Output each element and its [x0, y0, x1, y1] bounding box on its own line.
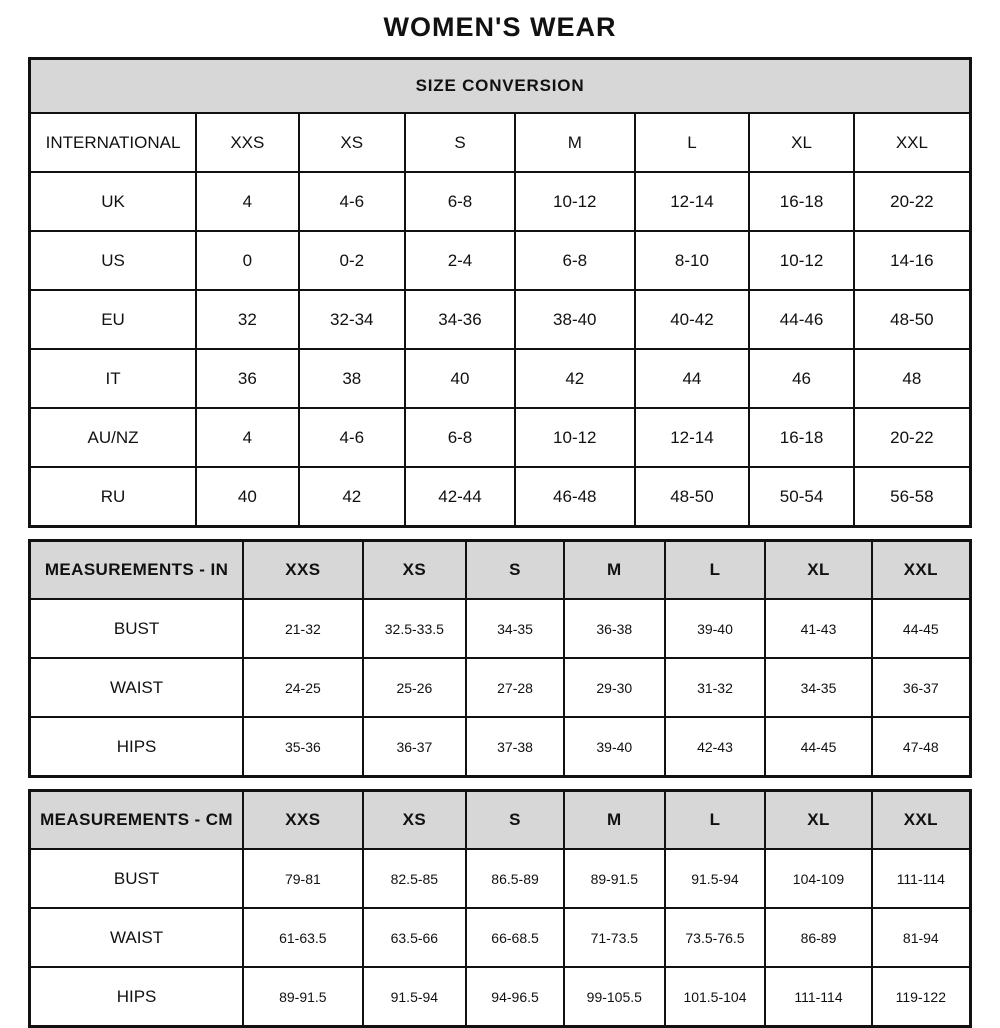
value-cell: 42-43: [665, 717, 766, 777]
value-cell: 34-36: [405, 290, 515, 349]
table-row: [30, 290, 971, 349]
value-cell: 10-12: [515, 172, 635, 231]
row-label: US: [30, 231, 197, 290]
size-header-cell: XL: [765, 791, 871, 850]
size-header-cell: S: [405, 113, 515, 172]
header-row: [30, 113, 971, 172]
header-label: INTERNATIONAL: [30, 113, 197, 172]
value-cell: 32: [196, 290, 299, 349]
size-header-cell: XXS: [243, 541, 363, 600]
size-header-cell: XL: [765, 541, 871, 600]
value-cell: 46: [749, 349, 853, 408]
value-cell: 81-94: [872, 908, 971, 967]
size-conversion-table: [28, 57, 972, 528]
size-header-cell: L: [635, 113, 750, 172]
value-cell: 82.5-85: [363, 849, 467, 908]
value-cell: 34-35: [466, 599, 564, 658]
row-label: UK: [30, 172, 197, 231]
header-label: MEASUREMENTS - CM: [30, 791, 244, 850]
value-cell: 44-45: [765, 717, 871, 777]
value-cell: 20-22: [854, 408, 971, 467]
value-cell: 20-22: [854, 172, 971, 231]
table-row: [30, 967, 971, 1027]
row-label: EU: [30, 290, 197, 349]
value-cell: 86.5-89: [466, 849, 564, 908]
measurements-in-table: [28, 539, 972, 778]
value-cell: 0: [196, 231, 299, 290]
value-cell: 101.5-104: [665, 967, 766, 1027]
value-cell: 46-48: [515, 467, 635, 527]
value-cell: 4-6: [299, 408, 405, 467]
value-cell: 44-46: [749, 290, 853, 349]
value-cell: 12-14: [635, 172, 750, 231]
row-label: HIPS: [30, 717, 244, 777]
row-label: AU/NZ: [30, 408, 197, 467]
value-cell: 35-36: [243, 717, 363, 777]
size-header-cell: XL: [749, 113, 853, 172]
value-cell: 44: [635, 349, 750, 408]
size-header-cell: M: [564, 541, 665, 600]
size-header-cell: XXL: [854, 113, 971, 172]
value-cell: 27-28: [466, 658, 564, 717]
value-cell: 40-42: [635, 290, 750, 349]
value-cell: 66-68.5: [466, 908, 564, 967]
value-cell: 119-122: [872, 967, 971, 1027]
value-cell: 104-109: [765, 849, 871, 908]
size-header-cell: XS: [363, 791, 467, 850]
value-cell: 31-32: [665, 658, 766, 717]
value-cell: 91.5-94: [363, 967, 467, 1027]
value-cell: 32.5-33.5: [363, 599, 467, 658]
value-cell: 10-12: [515, 408, 635, 467]
size-header-cell: XXS: [243, 791, 363, 850]
value-cell: 25-26: [363, 658, 467, 717]
row-label: BUST: [30, 599, 244, 658]
size-header-cell: XS: [299, 113, 405, 172]
value-cell: 38: [299, 349, 405, 408]
value-cell: 48-50: [635, 467, 750, 527]
value-cell: 39-40: [665, 599, 766, 658]
value-cell: 44-45: [872, 599, 971, 658]
value-cell: 21-32: [243, 599, 363, 658]
value-cell: 32-34: [299, 290, 405, 349]
value-cell: 8-10: [635, 231, 750, 290]
value-cell: 14-16: [854, 231, 971, 290]
value-cell: 36-37: [872, 658, 971, 717]
row-label: WAIST: [30, 908, 244, 967]
value-cell: 63.5-66: [363, 908, 467, 967]
value-cell: 36: [196, 349, 299, 408]
value-cell: 41-43: [765, 599, 871, 658]
header-row: [30, 541, 971, 600]
value-cell: 39-40: [564, 717, 665, 777]
value-cell: 16-18: [749, 408, 853, 467]
row-label: IT: [30, 349, 197, 408]
header-row: [30, 791, 971, 850]
value-cell: 42: [299, 467, 405, 527]
header-label: MEASUREMENTS - IN: [30, 541, 244, 600]
value-cell: 0-2: [299, 231, 405, 290]
measurements-cm-table: [28, 789, 972, 1028]
value-cell: 10-12: [749, 231, 853, 290]
value-cell: 50-54: [749, 467, 853, 527]
value-cell: 79-81: [243, 849, 363, 908]
table-banner: SIZE CONVERSION: [30, 59, 971, 114]
value-cell: 56-58: [854, 467, 971, 527]
value-cell: 91.5-94: [665, 849, 766, 908]
value-cell: 71-73.5: [564, 908, 665, 967]
page-title: WOMEN'S WEAR: [383, 12, 617, 42]
row-label: HIPS: [30, 967, 244, 1027]
value-cell: 4: [196, 408, 299, 467]
value-cell: 16-18: [749, 172, 853, 231]
value-cell: 111-114: [872, 849, 971, 908]
table-row: [30, 408, 971, 467]
value-cell: 36-38: [564, 599, 665, 658]
table-row: [30, 849, 971, 908]
table-banner-row: [30, 59, 971, 114]
value-cell: 34-35: [765, 658, 871, 717]
value-cell: 6-8: [405, 172, 515, 231]
table-row: [30, 467, 971, 527]
size-header-cell: M: [515, 113, 635, 172]
row-label: BUST: [30, 849, 244, 908]
value-cell: 89-91.5: [564, 849, 665, 908]
size-header-cell: S: [466, 791, 564, 850]
value-cell: 29-30: [564, 658, 665, 717]
value-cell: 2-4: [405, 231, 515, 290]
row-label: WAIST: [30, 658, 244, 717]
table-row: [30, 908, 971, 967]
value-cell: 38-40: [515, 290, 635, 349]
table-row: [30, 349, 971, 408]
value-cell: 86-89: [765, 908, 871, 967]
value-cell: 42: [515, 349, 635, 408]
value-cell: 6-8: [515, 231, 635, 290]
value-cell: 4: [196, 172, 299, 231]
value-cell: 47-48: [872, 717, 971, 777]
value-cell: 40: [405, 349, 515, 408]
size-header-cell: XXS: [196, 113, 299, 172]
value-cell: 61-63.5: [243, 908, 363, 967]
table-row: [30, 172, 971, 231]
value-cell: 73.5-76.5: [665, 908, 766, 967]
value-cell: 37-38: [466, 717, 564, 777]
table-row: [30, 717, 971, 777]
size-header-cell: S: [466, 541, 564, 600]
value-cell: 4-6: [299, 172, 405, 231]
size-header-cell: L: [665, 541, 766, 600]
value-cell: 24-25: [243, 658, 363, 717]
size-header-cell: M: [564, 791, 665, 850]
table-row: [30, 231, 971, 290]
value-cell: 111-114: [765, 967, 871, 1027]
value-cell: 6-8: [405, 408, 515, 467]
value-cell: 12-14: [635, 408, 750, 467]
value-cell: 94-96.5: [466, 967, 564, 1027]
size-header-cell: XXL: [872, 541, 971, 600]
value-cell: 99-105.5: [564, 967, 665, 1027]
size-header-cell: XXL: [872, 791, 971, 850]
value-cell: 36-37: [363, 717, 467, 777]
table-row: [30, 599, 971, 658]
value-cell: 48-50: [854, 290, 971, 349]
size-header-cell: L: [665, 791, 766, 850]
value-cell: 42-44: [405, 467, 515, 527]
value-cell: 48: [854, 349, 971, 408]
size-header-cell: XS: [363, 541, 467, 600]
row-label: RU: [30, 467, 197, 527]
value-cell: 40: [196, 467, 299, 527]
value-cell: 89-91.5: [243, 967, 363, 1027]
table-row: [30, 658, 971, 717]
